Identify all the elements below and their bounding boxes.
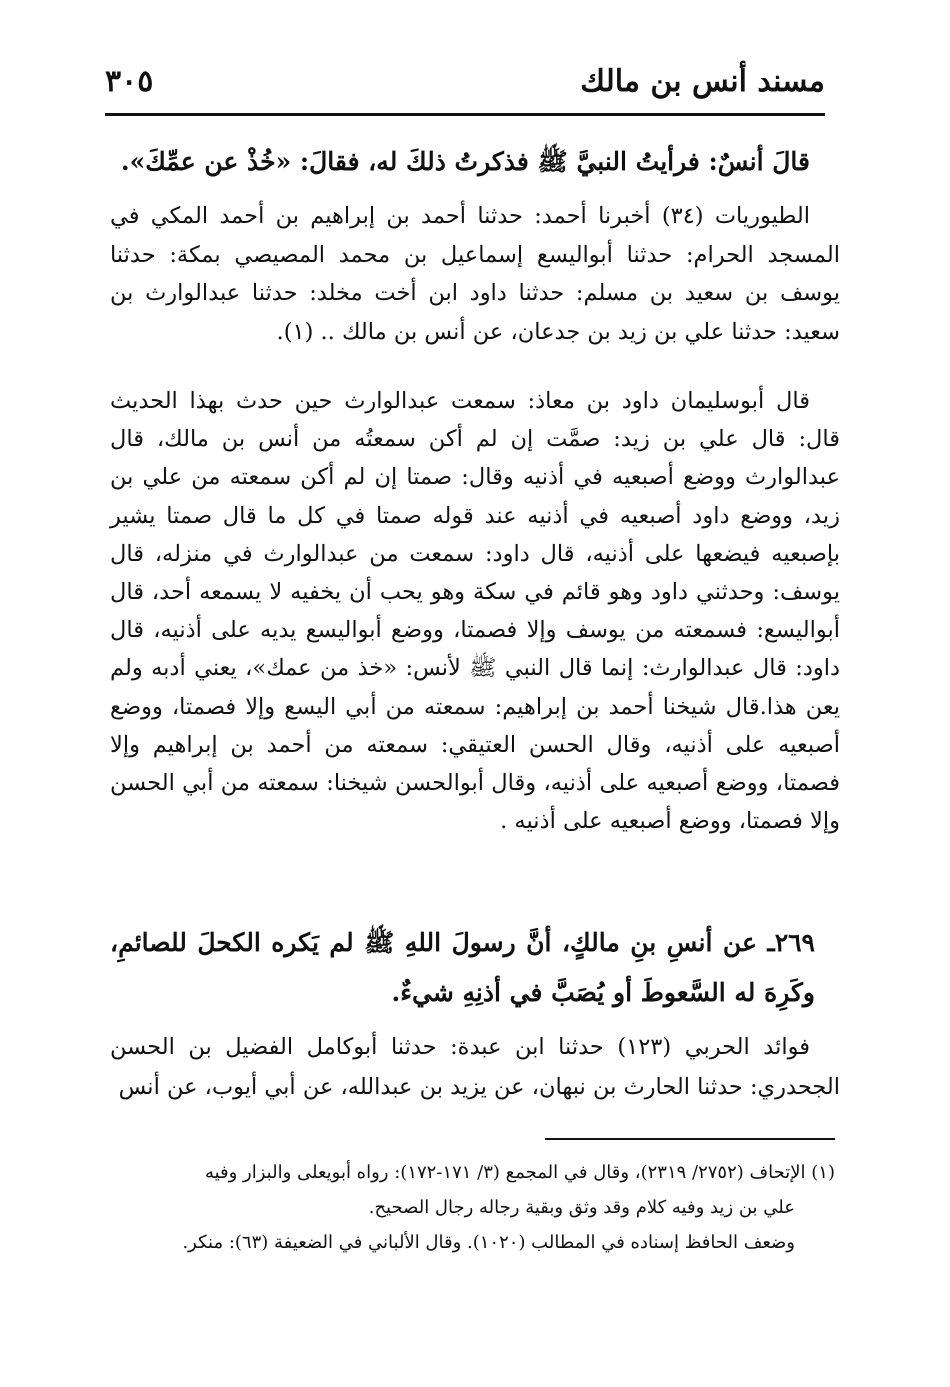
- footnotes: [140, 1155, 835, 1260]
- paragraph-tuyuriyyat: الطيوريات (٣٤) أخبرنا أحمد: حدثنا أحمد بن إبراهيم بن أحمد المكي في المسجد الحرام: حدثنا أبواليسع إسماعيل بن محمد المصيصي بمكة: حدثنا يوسف بن سعيد بن مسلم: حدثنا داود ابن أخت مخلد: حدثنا عبدالوارث بن سعيد: حدثنا علي بن زيد بن جدعان، عن أنس بن مالك .. (١).: [110, 203, 840, 345]
- running-title: مسند أنس بن مالك: [580, 64, 825, 99]
- paragraph-commentary: قال أبوسليمان داود بن معاذ: سمعت عبدالوارث حين حدث بهذا الحديث قال: قال علي بن زيد: صمَّت إن لم أكن سمعتُه من أنس بن مالك، قال عبدالوارث ووضع أصبعيه في أذنيه وقال: صمتا إن لم أكن سمعته من علي بن زيد، ووضع داود أصبعيه في أذنيه عند قوله صمتا في كل ما قال صمتا يشير بإصبعيه فيضعها على أذنيه، قال داود: سمعت من عبدالوارث في منزله، قال يوسف: وحدثني داود وهو قائم في سكة وهو يحب أن يخفيه لا يسمعه أحد، قال أبواليسع: فسمعته من يوسف وإلا فصمتا، ووضع أبواليسع يديه على أذنيه، قال داود: قال عبدالوارث: إنما قال النبي ﷺ لأنس: «خذ من عمك»، يعني أدبه ولم يعن هذا.قال شيخنا أحمد بن إبراهيم: سمعته من أبي اليسع وإلا فصمتا، ووضع أصبعيه على أذنيه، وقال الحسن العتيقي: سمعته من أحمد بن إبراهيم وإلا فصمتا، ووضع أصبعيه على أذنيه، وقال أبوالحسن شيخنا: سمعته من أبي الحسن وإلا فصمتا، ووضع أصبعيه على أذنيه .: [110, 388, 840, 835]
- page-number: ٣٠٥: [105, 64, 154, 99]
- footnote-line: علي بن زيد وفيه كلام وقد وثق وبقية رجاله رجال الصحيح.: [368, 1197, 795, 1218]
- footnote-rule: [545, 1138, 835, 1140]
- hadith-269: ٢٦٩ـ عن أنسِ بنِ مالكٍ، أنَّ رسولَ اللهِ ﷺ لم يَكره الكحلَ للصائمِ، وكَرِهَ له السَّعوطَ أو يُصَبَّ في أذنِهِ شيءٌ.: [110, 928, 815, 1007]
- footnote-line: (١) الإتحاف (٢٧٥٢/ ٢٣١٩)، وقال في المجمع (٣/ ١٧١-١٧٢): رواه أبويعلى والبزار وفيه: [204, 1162, 835, 1183]
- header-rule: [105, 113, 825, 116]
- footnote-line: وضعف الحافظ إسناده في المطالب (١٠٢٠). وقال الألباني في الضعيفة (٦٣): منكر.: [182, 1232, 795, 1253]
- hadith-continuation: قالَ أنسٌ: فرأيتُ النبيَّ ﷺ فذكرتُ ذلكَ له، فقالَ: «خُذْ عن عمِّكَ».: [120, 147, 810, 176]
- page-header: [105, 62, 825, 112]
- paragraph-fawaid-alharbi: فوائد الحربي (١٢٣) حدثنا ابن عبدة: حدثنا أبوكامل الفضيل بن الحسن الجحدري: حدثنا الحارث بن نبهان، عن يزيد بن عبدالله، عن أبي أيوب، عن أنس: [110, 1034, 840, 1100]
